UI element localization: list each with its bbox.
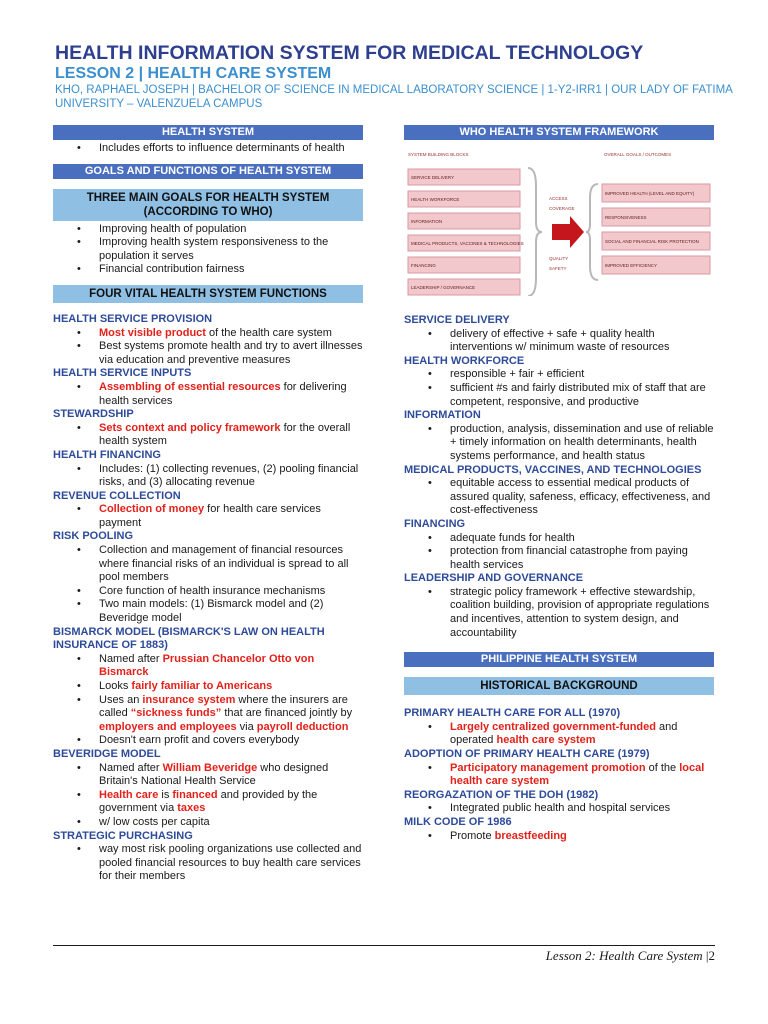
heading-information: INFORMATION xyxy=(404,409,481,422)
section-bar-health-system: HEALTH SYSTEM xyxy=(53,125,363,140)
list-item: • Includes: (1) collecting revenues, (2) pooling financial risks, and (3) allocating revenue xyxy=(99,463,363,490)
list-item: • Uses an insurance system where the insurers are called “sickness funds” that are financed jointly by employers and employees via payroll deduction xyxy=(99,694,363,735)
list-item: • equitable access to essential medical products of assured quality, safeness, efficacy, effectiveness, and cost-effectiveness xyxy=(450,477,714,518)
list-item: • Promote breastfeeding xyxy=(450,830,714,844)
heading-leadership: LEADERSHIP AND GOVERNANCE xyxy=(404,572,584,585)
list-item: • Collection of money for health care services payment xyxy=(99,503,363,530)
list-item: • sufficient #s and fairly distributed mix of staff that are competent, responsive, and productive xyxy=(450,382,714,409)
inputs-list xyxy=(53,381,363,408)
page-footer xyxy=(546,948,715,964)
list-item: • Financial contribution fairness xyxy=(99,263,363,277)
block-label: INFORMATION xyxy=(411,219,443,224)
adoption-list xyxy=(404,762,714,789)
goal-label: RESPONSIVENESS xyxy=(605,215,647,220)
leadership-list xyxy=(404,586,714,640)
list-item: • Health care is financed and provided by the government via taxes xyxy=(99,789,363,816)
footer-text: Lesson 2: Health Care System xyxy=(545,948,703,963)
section-bar-three-goals: THREE MAIN GOALS FOR HEALTH SYSTEM (ACCORDING TO WHO) xyxy=(53,189,363,221)
left-brace xyxy=(528,168,542,296)
arrow-icon xyxy=(552,216,584,248)
list-item: • delivery of effective + safe + quality health interventions w/ minimum waste of resources xyxy=(450,328,714,355)
heading-health-financing: HEALTH FINANCING xyxy=(53,448,161,461)
list-item: • responsible + fair + efficient xyxy=(450,368,714,382)
heading-adoption-1979: ADOPTION OF PRIMARY HEALTH CARE (1979) xyxy=(404,748,650,761)
footer-separator: | xyxy=(702,948,709,963)
heading-beveridge-model: BEVERIDGE MODEL xyxy=(53,747,161,760)
provision-list xyxy=(53,327,363,368)
right-financing-list xyxy=(404,532,714,573)
fig-middle-label: QUALITY xyxy=(549,256,569,261)
three-goals-list xyxy=(53,223,363,277)
list-item: • production, analysis, dissemination and use of reliable + timely information on health determinants, health systems performance, and health status xyxy=(450,423,714,464)
document-title: HEALTH INFORMATION SYSTEM FOR MEDICAL TECHNOLOGY xyxy=(55,42,644,64)
heading-service-delivery: SERVICE DELIVERY xyxy=(404,314,510,326)
list-item: • Improving health of population xyxy=(99,223,363,237)
goal-label: IMPROVED EFFICIENCY xyxy=(605,263,658,268)
list-item: • Sets context and policy framework for the overall health system xyxy=(99,422,363,449)
list-item: • Doesn't earn profit and covers everybody xyxy=(99,734,363,748)
list-item: • Two main models: (1) Bismarck model and (2) Beveridge model xyxy=(99,598,363,625)
pooling-list xyxy=(53,544,363,626)
heading-stewardship: STEWARDSHIP xyxy=(53,408,134,421)
financing-list xyxy=(53,463,363,490)
beveridge-list xyxy=(53,762,363,830)
list-item: • Largely centralized government-funded and operated health care system xyxy=(450,721,714,748)
lesson-title: LESSON 2 | HEALTH CARE SYSTEM xyxy=(55,65,332,82)
list-item: • Named after Prussian Chancelor Otto von Bismarck xyxy=(99,653,363,680)
goal-label: SOCIAL AND FINANCIAL RISK PROTECTION xyxy=(605,239,699,244)
list-item: • Looks fairly familiar to Americans xyxy=(99,680,363,694)
fig-middle-label: SAFETY xyxy=(549,266,567,271)
list-item: • Named after William Beveridge who designed Britain's National Health Service xyxy=(99,762,363,789)
list-item: • Participatory management promotion of the local health care system xyxy=(450,762,714,789)
phc-list xyxy=(404,721,714,748)
heading-service-provision: HEALTH SERVICE PROVISION xyxy=(53,312,213,325)
outcome-goals xyxy=(602,184,710,274)
heading-financing: FINANCING xyxy=(404,517,466,530)
stewardship-list xyxy=(53,422,363,449)
heading-phc-1970: PRIMARY HEALTH CARE FOR ALL (1970) xyxy=(404,707,621,720)
list-item: • Assembling of essential resources for delivering health services xyxy=(99,381,363,408)
section-bar-goals-functions: GOALS AND FUNCTIONS OF HEALTH SYSTEM xyxy=(53,164,363,179)
heading-health-workforce: HEALTH WORKFORCE xyxy=(404,354,525,367)
right-column xyxy=(404,125,714,843)
heading-bismarck-model: BISMARCK MODEL (BISMARCK'S LAW ON HEALTH INSURANCE OF 1883) xyxy=(53,625,325,652)
page-header xyxy=(55,42,745,111)
heading-milk-code: MILK CODE OF 1986 xyxy=(404,816,512,828)
list-item: • Best systems promote health and try to avert illnesses via education and preventive measures xyxy=(99,340,363,367)
block-label: LEADERSHIP / GOVERNANCE xyxy=(411,285,476,290)
building-blocks xyxy=(408,169,524,295)
block-label: HEALTH WORKFORCE xyxy=(411,197,460,202)
fig-middle-label: COVERAGE xyxy=(549,206,575,211)
block-label: MEDICAL PRODUCTS, VACCINES & TECHNOLOGIES xyxy=(411,241,524,246)
milk-list xyxy=(404,830,714,844)
list-item: • strategic policy framework + effective stewardship, coalition building, provision of appropriate regulations and incentives, attention to system design, and accountability xyxy=(450,586,714,640)
heading-strategic-purchasing: STRATEGIC PURCHASING xyxy=(53,829,193,842)
author-line: KHO, RAPHAEL JOSEPH | BACHELOR OF SCIENCE IN MEDICAL LABORATORY SCIENCE | 1-Y2-IRR1 | OUR LADY OF FATIMA UNIVERSITY – VALENZUELA CAMPUS xyxy=(55,84,733,110)
bismarck-list xyxy=(53,653,363,748)
list-item: • protection from financial catastrophe from paying health services xyxy=(450,545,714,572)
fig-middle-label: ACCESS xyxy=(549,196,568,201)
block-label: FINANCING xyxy=(411,263,436,268)
section-bar-four-functions: FOUR VITAL HEALTH SYSTEM FUNCTIONS xyxy=(53,285,363,303)
footer-divider xyxy=(53,945,715,946)
section-bar-who-framework: WHO HEALTH SYSTEM FRAMEWORK xyxy=(404,125,714,140)
heading-risk-pooling: RISK POOLING xyxy=(53,530,134,543)
information-list xyxy=(404,423,714,464)
left-column xyxy=(53,125,363,884)
fig-right-title: OVERALL GOALS / OUTCOMES xyxy=(604,152,672,157)
workforce-list xyxy=(404,368,714,409)
reorg-list xyxy=(404,802,714,816)
purchasing-list xyxy=(53,843,363,884)
service-delivery-list xyxy=(404,328,714,355)
health-system-list xyxy=(53,142,363,156)
right-brace xyxy=(586,184,598,280)
section-bar-historical-background: HISTORICAL BACKGROUND xyxy=(404,677,714,695)
revenue-list xyxy=(53,503,363,530)
heading-reorg-1982: REORGAZATION OF THE DOH (1982) xyxy=(404,788,599,801)
block-label: SERVICE DELIVERY xyxy=(411,175,455,180)
heading-service-inputs: HEALTH SERVICE INPUTS xyxy=(53,367,192,380)
goal-label: IMPROVED HEALTH (LEVEL AND EQUITY) xyxy=(605,191,695,196)
list-item: • Most visible product of the health care system xyxy=(99,327,363,341)
framework-diagram xyxy=(404,146,714,296)
list-item: • Collection and management of financial resources where financial risks of an individual is spread to all pool members xyxy=(99,544,363,585)
fig-left-title: SYSTEM BUILDING BLOCKS xyxy=(408,152,469,157)
list-item: • Integrated public health and hospital services xyxy=(450,802,714,816)
page-number: 2 xyxy=(708,948,715,963)
list-item: • w/ low costs per capita xyxy=(99,816,363,830)
medical-list xyxy=(404,477,714,518)
list-item: • Includes efforts to influence determinants of health xyxy=(99,142,363,156)
who-framework-figure xyxy=(404,146,714,296)
list-item: • Core function of health insurance mechanisms xyxy=(99,585,363,599)
list-item: • adequate funds for health xyxy=(450,532,714,546)
section-bar-philippine-health-system: PHILIPPINE HEALTH SYSTEM xyxy=(404,652,714,667)
list-item: • way most risk pooling organizations use collected and pooled financial resources to buy health care services for their members xyxy=(99,843,363,884)
heading-medical-products: MEDICAL PRODUCTS, VACCINES, AND TECHNOLOGIES xyxy=(404,463,702,476)
list-item: • Improving health system responsiveness to the population it serves xyxy=(99,236,363,263)
heading-revenue-collection: REVENUE COLLECTION xyxy=(53,489,181,502)
